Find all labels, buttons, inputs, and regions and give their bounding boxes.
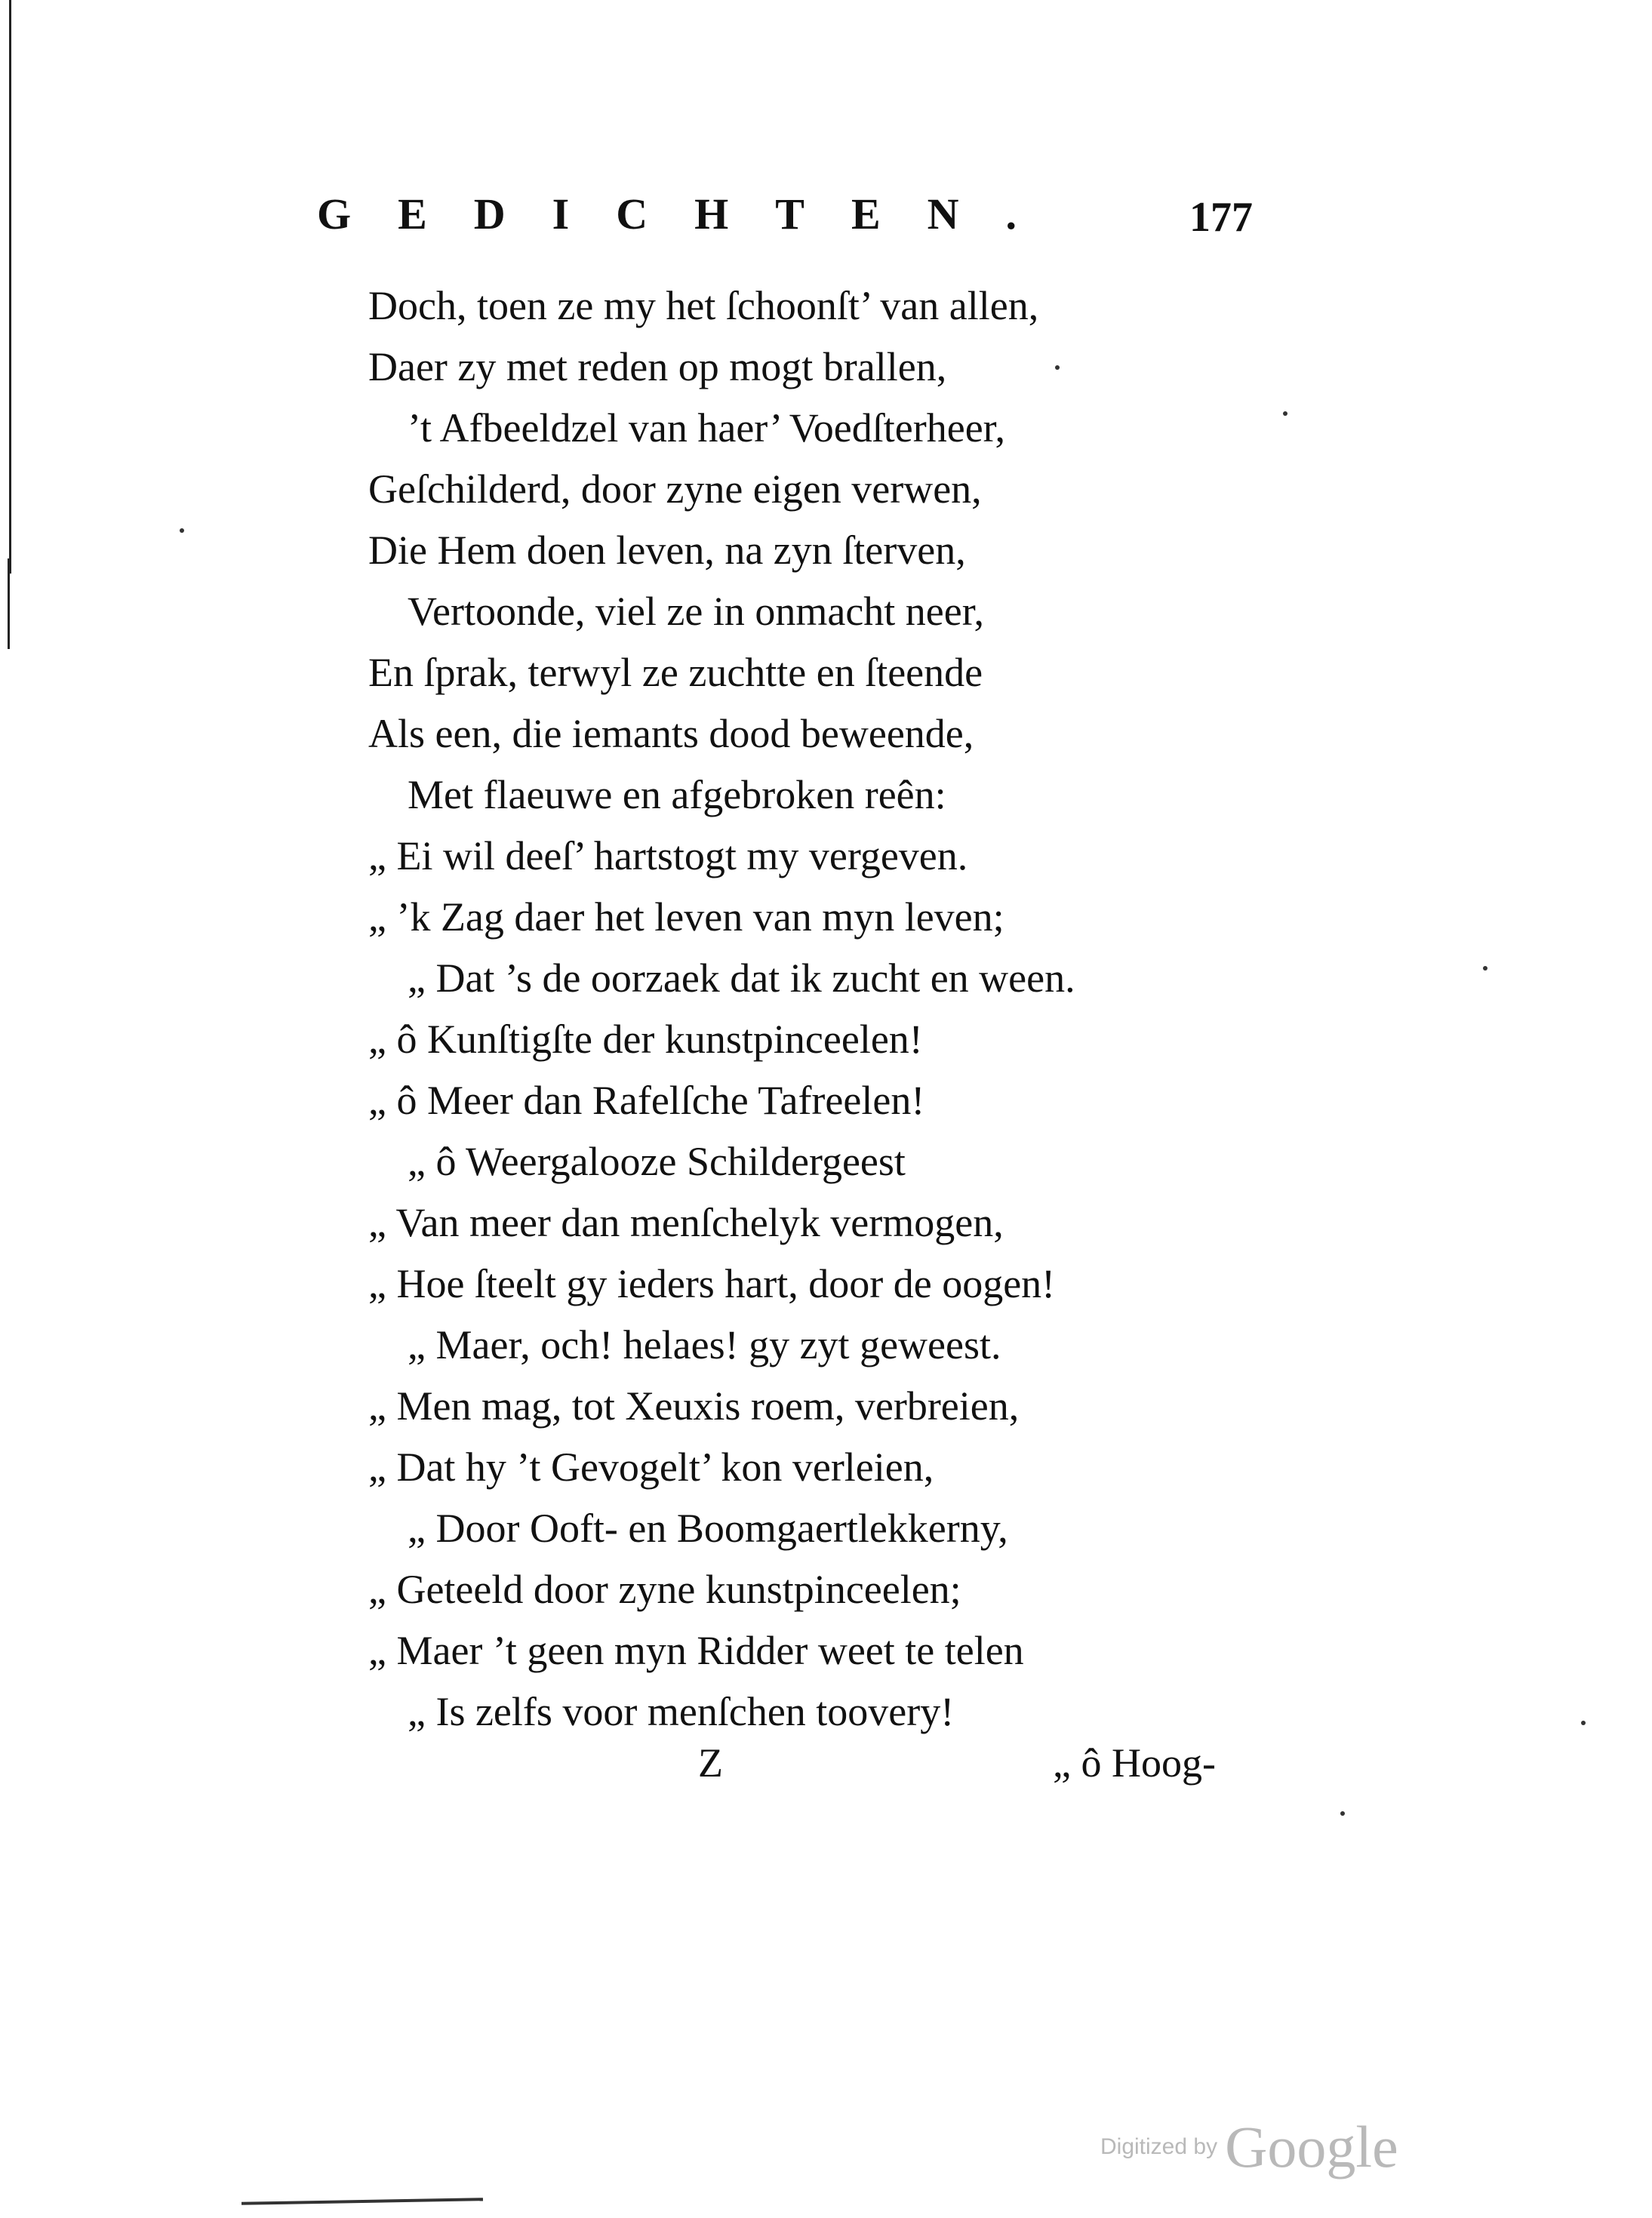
scan-speck: [1283, 411, 1287, 416]
poem-line: Die Hem doen leven, na zyn ſterven,: [368, 528, 966, 573]
poem-line: Als een, die iemants dood beweende,: [368, 711, 974, 756]
page-edge-line: [9, 0, 11, 574]
poem-line: „ Maer, och! helaes! gy zyt geweest.: [408, 1322, 1001, 1367]
poem-line: Daer zy met reden op mogt brallen,: [368, 344, 947, 389]
poem-line: Vertoonde, viel ze in onmacht neer,: [408, 589, 985, 634]
poem-line: „ Dat hy ’t Gevogelt’ kon verleien,: [368, 1444, 934, 1490]
poem-line: En ſprak, terwyl ze zuchtte en ſteende: [368, 650, 983, 695]
poem-line: „ Is zelfs voor menſchen toovery!: [408, 1689, 955, 1734]
poem-line: „ Men mag, tot Xeuxis roem, verbreien,: [368, 1383, 1020, 1429]
poem-line: Geſchilderd, door zyne eigen verwen,: [368, 466, 982, 512]
poem-line: „ Hoe ſteelt gy ieders hart, door de oogen!: [368, 1261, 1056, 1306]
footer-line: [0, 1740, 1652, 1800]
poem-line: „ Maer ’t geen myn Ridder weet te telen: [368, 1628, 1024, 1673]
catchword: „ ô Hoog-: [1053, 1740, 1216, 1786]
poem-line: „ ô Kunſtigſte der kunstpinceelen!: [368, 1017, 923, 1062]
poem-line: ’t Afbeeldzel van haer’ Voedſterheer,: [408, 405, 1005, 451]
scan-speck: [1581, 1721, 1586, 1725]
poem-line: „ Dat ’s de oorzaek dat ik zucht en ween.: [408, 955, 1075, 1001]
scan-speck: [1483, 966, 1487, 971]
signature-mark: Z: [698, 1740, 723, 1786]
watermark-prefix: Digitized by: [1100, 2134, 1218, 2159]
scan-speck: [1340, 1811, 1345, 1816]
poem-line: „ ’k Zag daer het leven van myn leven;: [368, 894, 1004, 940]
watermark-brand: Google: [1225, 2114, 1398, 2180]
poem-line: Met flaeuwe en afgebroken reên:: [408, 772, 946, 817]
scan-speck: [1055, 365, 1060, 370]
running-head: [317, 189, 1253, 249]
poem-line: „ Geteeld door zyne kunstpinceelen;: [368, 1567, 961, 1612]
bottom-edge-mark: [241, 2198, 483, 2205]
poem-line: „ Van meer dan menſchelyk vermogen,: [368, 1200, 1004, 1245]
digitized-watermark: [1100, 2113, 1398, 2181]
poem-line: „ ô Weergalooze Schildergeest: [408, 1139, 906, 1184]
page-number: 177: [1189, 194, 1253, 241]
page-edge-line-lower: [8, 558, 10, 649]
poem-line: „ Ei wil deeſ’ hartstogt my vergeven.: [368, 833, 968, 878]
running-head-title: GEDICHTEN.: [317, 189, 1064, 238]
poem-line: „ ô Meer dan Rafelſche Tafreelen!: [368, 1078, 925, 1123]
poem-line: Doch, toen ze my het ſchoonſt’ van allen,: [368, 283, 1039, 328]
poem-body: [368, 275, 1274, 1743]
scan-speck: [180, 528, 184, 533]
poem-line: „ Door Ooft- en Boomgaertlekkerny,: [408, 1506, 1008, 1551]
